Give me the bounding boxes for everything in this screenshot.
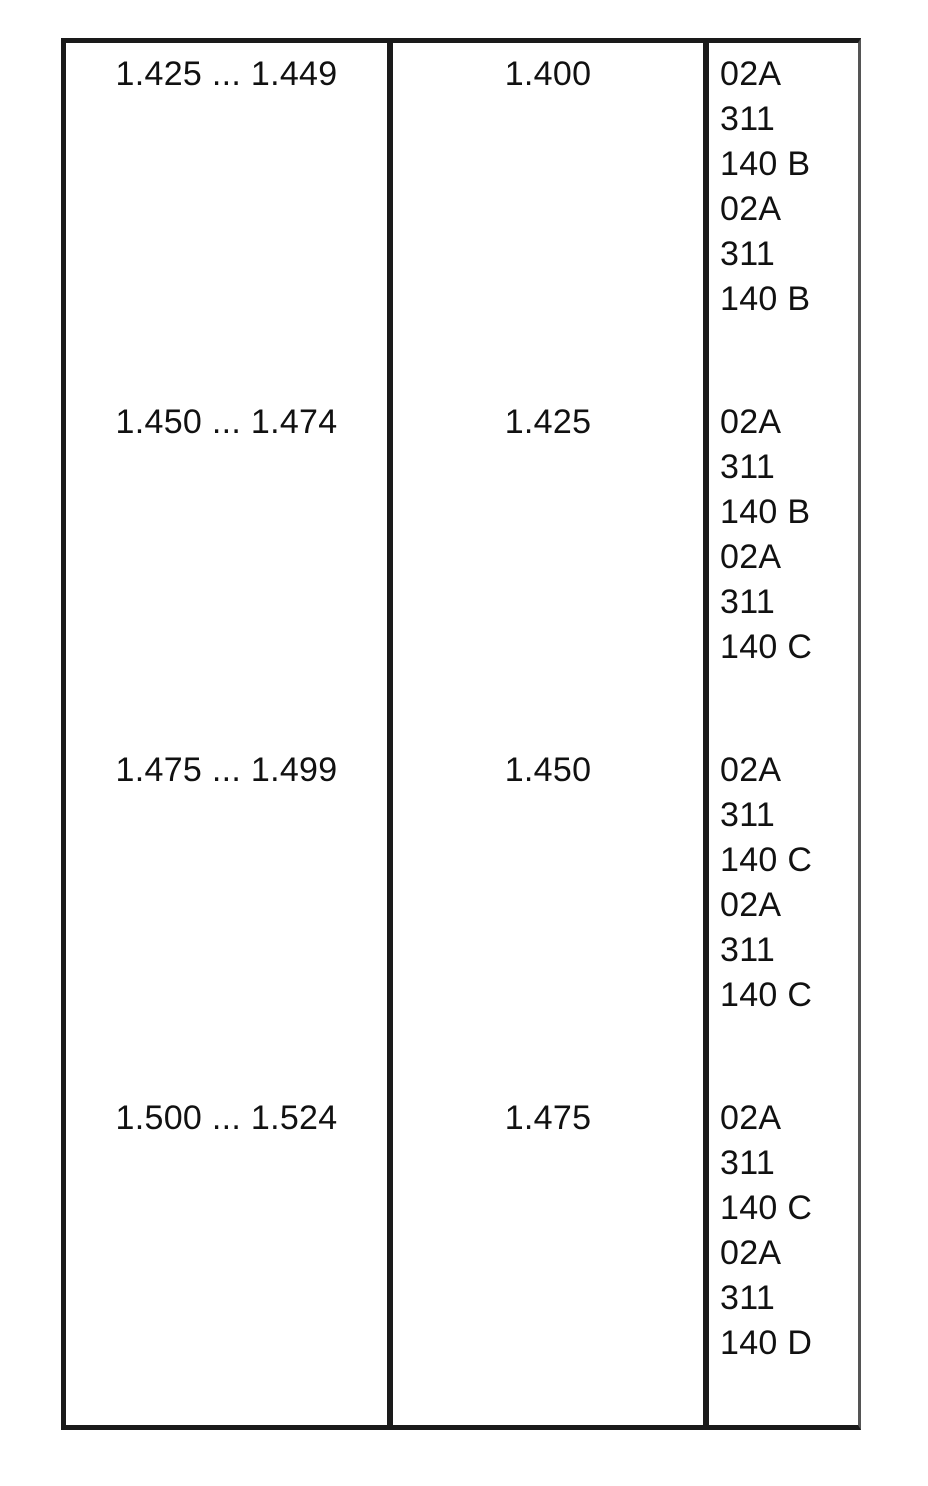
table-row: [66, 43, 858, 391]
code-item: 140 C: [720, 976, 813, 1014]
code-item: 311: [720, 796, 776, 834]
range-cell: 1.425 ... 1.449: [115, 55, 338, 93]
code-item: 02A: [720, 1234, 782, 1272]
code-item: 02A: [720, 403, 782, 441]
code-item: 02A: [720, 55, 782, 93]
code-item: 311: [720, 448, 776, 486]
code-item: 02A: [720, 1099, 782, 1137]
code-item: 140 C: [720, 628, 813, 666]
code-item: 311: [720, 583, 776, 621]
value-cell: 1.475: [504, 1099, 592, 1137]
codes-cell: [720, 1087, 860, 1366]
table-row: [66, 1087, 858, 1435]
codes-cell: [720, 43, 860, 322]
range-cell: 1.500 ... 1.524: [115, 1099, 338, 1137]
code-item: 311: [720, 235, 776, 273]
code-item: 311: [720, 1279, 776, 1317]
codes-cell: [720, 391, 860, 670]
code-item: 02A: [720, 190, 782, 228]
code-item: 140 C: [720, 1189, 813, 1227]
value-cell: 1.450: [504, 751, 592, 789]
table-row: [66, 391, 858, 739]
range-cell: 1.475 ... 1.499: [115, 751, 338, 789]
value-cell: 1.425: [504, 403, 592, 441]
code-item: 311: [720, 931, 776, 969]
codes-cell: [720, 739, 860, 1018]
table-row: [66, 739, 858, 1087]
code-item: 140 D: [720, 1324, 813, 1362]
data-table: [61, 38, 861, 1430]
code-item: 02A: [720, 886, 782, 924]
range-cell: 1.450 ... 1.474: [115, 403, 338, 441]
code-item: 02A: [720, 538, 782, 576]
code-item: 140 C: [720, 841, 813, 879]
value-cell: 1.400: [504, 55, 592, 93]
code-item: 140 B: [720, 280, 811, 318]
code-item: 311: [720, 100, 776, 138]
code-item: 02A: [720, 751, 782, 789]
code-item: 140 B: [720, 493, 811, 531]
code-item: 311: [720, 1144, 776, 1182]
code-item: 140 B: [720, 145, 811, 183]
